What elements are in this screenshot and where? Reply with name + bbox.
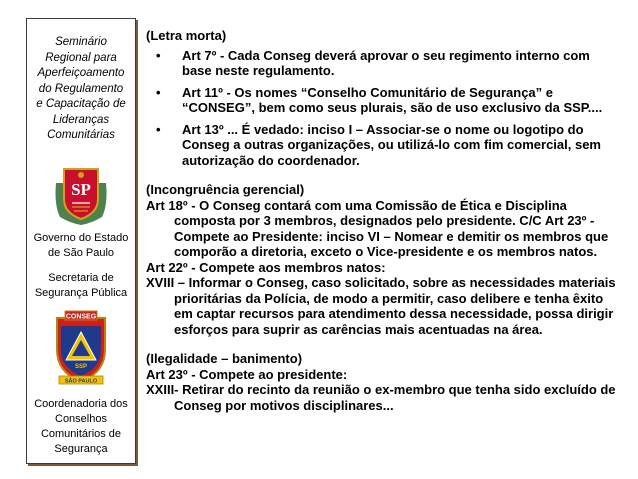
paragraph: Art 22º - Compete aos membros natos: (146, 259, 386, 275)
coordination-label-line: Conselhos (55, 413, 107, 425)
secretariat-label-line: Secretaria de (48, 272, 114, 284)
conseg-badge-letters: SSP (74, 364, 88, 370)
conseg-badge-top-text: CONSEG (65, 313, 97, 321)
seminar-title-line: Comunitárias (47, 129, 115, 141)
bullet-icon: • (156, 84, 161, 100)
coordination-label (27, 397, 135, 457)
list-item (146, 122, 616, 169)
conseg-badge-icon (51, 310, 111, 386)
coordination-label-line: Segurança (54, 443, 108, 455)
seminar-title-line: Seminário (55, 36, 107, 48)
conseg-badge-banner: SÃO PAULO (64, 378, 98, 385)
section-heading-dead-letter: (Letra morta) (146, 28, 227, 43)
coordination-label-line: Coordenadoria dos (34, 398, 128, 410)
sao-paulo-coat-of-arms-icon (52, 165, 110, 227)
government-label (27, 231, 135, 261)
management-section (146, 182, 616, 337)
seminar-title-line: Aperfeiçoamento (37, 67, 125, 79)
svg-text:SP: SP (71, 180, 91, 199)
section-heading-management: (Incongruência gerencial) (146, 182, 305, 197)
list-item-text: Art 13º ... É vedado: inciso I – Associar-se o nome ou logotipo do Conseg a outras organizações, ou utilizá-lo com fim comercial, sem autorização do coordenador. (182, 121, 601, 168)
paragraph: XVIII – Informar o Conseg, caso solicitado, sobre as necessidades materiais prioritárias da Polícia, de modo a permitir, caso delibere e tenha êxito em captar recursos para atendimento dessa necessidade, possa dirigir esforços para suprir as carências mais acentuadas na área. (146, 275, 616, 337)
seminar-title-line: Lideranças (52, 113, 110, 126)
list-item-text: Art 11º - Os nomes “Conselho Comunitário de Segurança” e “CONSEG”, bem como seus plurais, são de uso exclusivo da SSP.... (182, 84, 603, 115)
illegality-section (146, 351, 616, 413)
seminar-title-line: e Capacitação de (36, 98, 126, 110)
bullet-icon: • (156, 47, 161, 63)
coordination-label-line: Comunitários de (40, 428, 122, 440)
seminar-title-line: Regional para (45, 51, 117, 64)
list-item-text: Art 7º - Cada Conseg deverá aprovar o seu regimento interno com base neste regulamento. (182, 47, 590, 78)
government-label-line: Governo do Estado (33, 232, 129, 244)
secretariat-label-line: Segurança Pública (34, 287, 128, 299)
main-content (146, 28, 616, 413)
government-label-line: de São Paulo (47, 247, 115, 259)
paragraph: XXIII- Retirar do recinto da reunião o ex-membro que tenha sido excluído de Conseg por motivos disciplinares... (146, 382, 616, 413)
paragraph: Art 18º - O Conseg contará com uma Comissão de Ética e Disciplina composta por 3 membros, designados pelo presidente. C/C Art 23º - Compete ao Presidente: inciso VI – Nomear e demitir os membros que comporão a diretoria, exceto o Vice-presidente e os membros natos. (146, 197, 609, 259)
bullet-icon: • (156, 121, 161, 137)
paragraph: Art 23º - Compete ao presidente: (146, 366, 348, 382)
secretariat-label (27, 271, 135, 301)
section-heading-illegality: (Ilegalidade – banimento) (146, 351, 303, 366)
seminar-title (27, 35, 135, 144)
list-item (146, 85, 616, 116)
dead-letter-list (146, 48, 616, 169)
sidebar-panel (26, 18, 136, 464)
list-item (146, 48, 616, 79)
seminar-title-line: do Regulamento (38, 82, 124, 95)
